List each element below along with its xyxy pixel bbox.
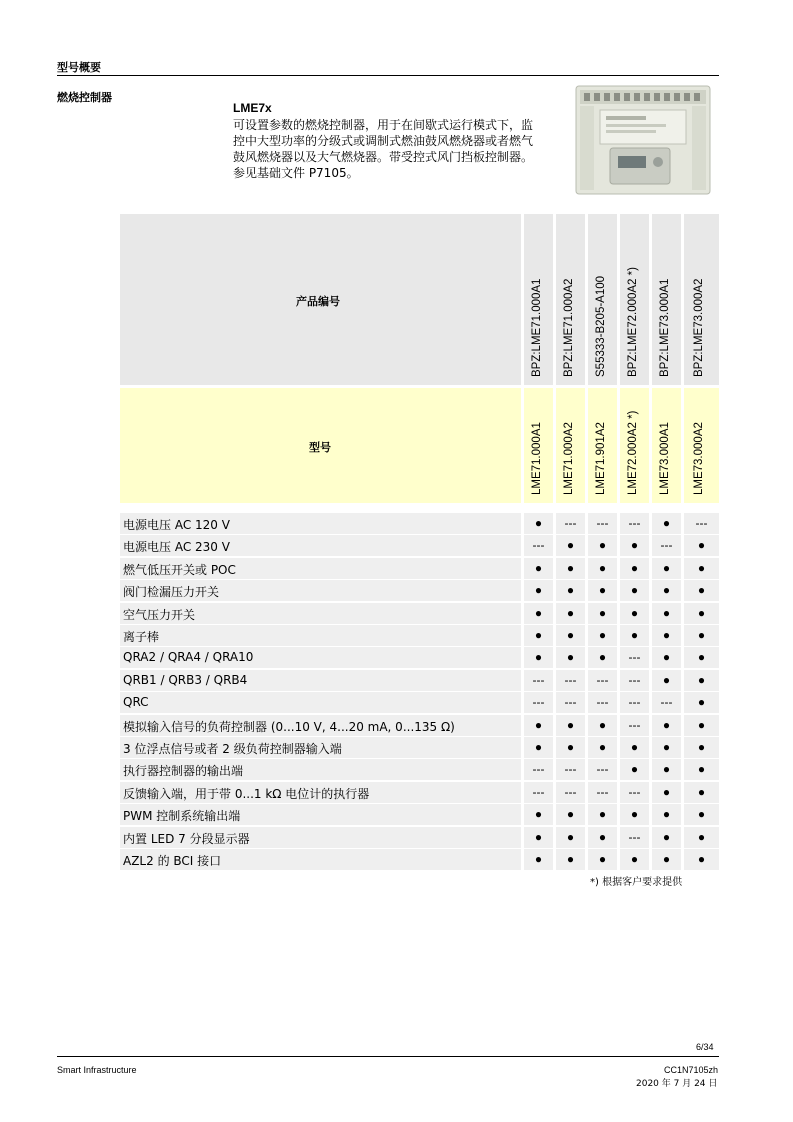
row-value: ● [588,558,617,579]
table-footnote: *) 根据客户要求提供 [590,877,683,888]
product-number-cell [652,214,681,385]
row-label-cell [120,535,521,556]
row-value: --- [524,535,553,556]
table-row [120,715,719,736]
table-row [120,535,719,556]
row-value: --- [620,647,649,668]
row-label-cell [120,603,521,624]
table-row [120,737,719,758]
type-label: 型号 [309,442,331,454]
row-value: ● [524,513,553,534]
product-number: BPZ:LME71.000A2 [563,278,575,377]
row-value: ● [652,647,681,668]
product-number-label: 产品编号 [296,296,340,308]
row-value: ● [556,827,585,848]
row-value: ● [524,625,553,646]
row-value: ● [652,782,681,803]
row-value: --- [588,782,617,803]
page-number: 6/34 [696,1042,714,1052]
table-row [120,782,719,803]
table-row [120,759,719,780]
type-label-cell [120,388,521,503]
row-value: --- [620,692,649,713]
row-label: 离子棒 [123,630,160,644]
row-value: --- [556,513,585,534]
row-label: 模拟输入信号的负荷控制器 (0...10 V, 4...20 mA, 0...135 Ω) [123,719,455,734]
row-label: QRB1 / QRB3 / QRB4 [123,672,248,687]
row-label: QRC [123,695,149,710]
product-number-cell [620,214,649,385]
section-title: 型号概要 [57,62,101,74]
row-value: ● [652,827,681,848]
footer-doc-code: CC1N7105zh [664,1065,719,1075]
type-row [120,388,719,503]
row-value: ● [620,849,649,870]
row-value: ● [588,535,617,556]
row-value: ● [620,535,649,556]
subsection-title: 燃烧控制器 [57,92,112,104]
product-number-cell [524,214,553,385]
product-name: LME7x [233,101,272,115]
row-label-cell [120,670,521,691]
row-value: --- [620,670,649,691]
row-value: ● [652,558,681,579]
row-value: ● [684,827,719,848]
row-value: ● [620,625,649,646]
type-value: LME73.000A1 [659,422,671,495]
row-label-cell [120,625,521,646]
row-label: QRA2 / QRA4 / QRA10 [123,650,254,665]
product-number-cell [556,214,585,385]
table-row [120,513,719,534]
row-value: --- [588,759,617,780]
row-value: ● [652,603,681,624]
type-value: LME71.901A2 [595,422,607,495]
row-label-cell [120,715,521,736]
row-value: ● [524,558,553,579]
row-label-cell [120,513,521,534]
row-value: ● [588,647,617,668]
row-value: ● [684,804,719,825]
row-value: --- [556,782,585,803]
row-value: ● [652,625,681,646]
row-label-cell [120,692,521,713]
row-value: ● [524,580,553,601]
row-value: ● [684,647,719,668]
type-value: LME71.000A2 [563,422,575,495]
row-value: --- [524,782,553,803]
row-value: ● [652,580,681,601]
row-value: ● [556,647,585,668]
row-value: ● [556,715,585,736]
row-value: ● [652,513,681,534]
row-label-cell [120,804,521,825]
product-number: BPZ:LME71.000A1 [531,278,543,377]
type-cell [684,388,719,503]
product-description [233,117,553,181]
row-value: ● [684,849,719,870]
row-label-cell [120,849,521,870]
row-value: --- [556,670,585,691]
row-value: --- [524,670,553,691]
row-label-cell [120,782,521,803]
row-value: ● [684,759,719,780]
row-label: 内置 LED 7 分段显示器 [123,831,250,846]
description-line: 参见基础文件 P7105。 [233,166,359,180]
row-value: ● [620,804,649,825]
row-label: 执行器控制器的输出端 [123,764,244,779]
table-row [120,603,719,624]
row-label-cell [120,759,521,780]
row-label: 燃气低压开关或 POC [123,562,236,577]
table-row [120,558,719,579]
row-value: --- [620,715,649,736]
type-cell [524,388,553,503]
row-label: 电源电压 AC 230 V [123,540,230,555]
row-value: ● [684,715,719,736]
row-value: --- [588,513,617,534]
row-value: ● [556,625,585,646]
row-value: --- [524,692,553,713]
row-value: --- [652,692,681,713]
type-cell [652,388,681,503]
row-label: 空气压力开关 [123,607,196,622]
row-value: --- [556,759,585,780]
row-value: ● [524,715,553,736]
description-line: 控中大型功率的分级式或调制式燃油鼓风燃烧器或者燃气 [233,134,534,148]
table-row [120,849,719,870]
row-value: ● [524,737,553,758]
row-value: ● [524,804,553,825]
row-value: ● [556,603,585,624]
row-value: ● [588,625,617,646]
row-value: ● [684,580,719,601]
product-number: BPZ:LME73.000A1 [659,278,671,377]
type-value: LME72.000A2 *) [627,410,639,495]
row-value: ● [588,849,617,870]
row-value: ● [588,737,617,758]
type-cell [620,388,649,503]
row-value: --- [588,670,617,691]
description-line: 鼓风燃烧器以及大气燃烧器。带受控式风门挡板控制器。 [233,150,534,164]
row-label-cell [120,580,521,601]
table-row [120,670,719,691]
row-label: 反馈输入端，用于带 0...1 kΩ 电位计的执行器 [123,786,370,801]
footer-company: Smart Infrastructure [57,1065,137,1075]
row-value: ● [620,558,649,579]
row-label: PWM 控制系统输出端 [123,809,241,824]
row-label: 3 位浮点信号或者 2 级负荷控制器输入端 [123,742,342,756]
row-value: ● [556,580,585,601]
row-value: --- [620,827,649,848]
controller-photo [570,84,718,196]
row-value: --- [620,782,649,803]
row-value: ● [588,603,617,624]
description-line: 可设置参数的燃烧控制器，用于在间歇式运行模式下，监 [233,118,534,132]
row-value: ● [684,535,719,556]
row-value: --- [620,513,649,534]
type-cell [588,388,617,503]
row-value: ● [588,580,617,601]
row-label-cell [120,737,521,758]
row-value: ● [652,804,681,825]
row-value: ● [556,804,585,825]
row-value: ● [524,849,553,870]
row-label-cell [120,827,521,848]
table-row [120,804,719,825]
product-number-cell [588,214,617,385]
row-value: --- [556,692,585,713]
row-value: ● [524,827,553,848]
product-number: BPZ:LME73.000A2 [693,278,705,377]
row-value: ● [524,603,553,624]
row-value: ● [652,670,681,691]
type-value: LME71.000A1 [531,422,543,495]
row-label-cell [120,647,521,668]
table-row [120,647,719,668]
product-number: BPZ:LME72.000A2 *) [627,267,639,377]
row-value: ● [684,625,719,646]
row-value: ● [652,849,681,870]
row-value: ● [556,849,585,870]
row-value: ● [524,647,553,668]
header-rule [57,75,719,76]
product-number: S55333-B205-A100 [595,275,607,377]
row-value: ● [620,603,649,624]
table-row [120,625,719,646]
row-value: ● [588,804,617,825]
row-label: 电源电压 AC 120 V [123,518,230,532]
row-value: ● [620,759,649,780]
row-value: ● [684,670,719,691]
table-row [120,580,719,601]
row-label: 阀门检漏压力开关 [123,585,220,600]
row-label: AZL2 的 BCI 接口 [123,854,222,868]
row-value: ● [652,759,681,780]
type-cell [556,388,585,503]
footer-rule [57,1056,719,1057]
row-value: ● [684,782,719,803]
row-label-cell [120,558,521,579]
row-value: --- [684,513,719,534]
type-value: LME73.000A2 [693,422,705,495]
row-value: ● [652,715,681,736]
row-value: ● [556,535,585,556]
footer-date: 2020 年 7 月 24 日 [636,1079,718,1089]
table-row [120,692,719,713]
row-value: ● [684,558,719,579]
product-number-row [120,214,719,385]
row-value: ● [620,580,649,601]
row-value: ● [684,692,719,713]
row-value: ● [684,603,719,624]
product-number-label-cell [120,214,521,385]
row-value: ● [652,737,681,758]
row-value: ● [556,737,585,758]
product-number-cell [684,214,719,385]
row-value: ● [588,715,617,736]
row-value: --- [652,535,681,556]
row-value: ● [556,558,585,579]
table-row [120,827,719,848]
row-value: --- [588,692,617,713]
row-value: --- [524,759,553,780]
row-value: ● [588,827,617,848]
row-value: ● [684,737,719,758]
row-value: ● [620,737,649,758]
